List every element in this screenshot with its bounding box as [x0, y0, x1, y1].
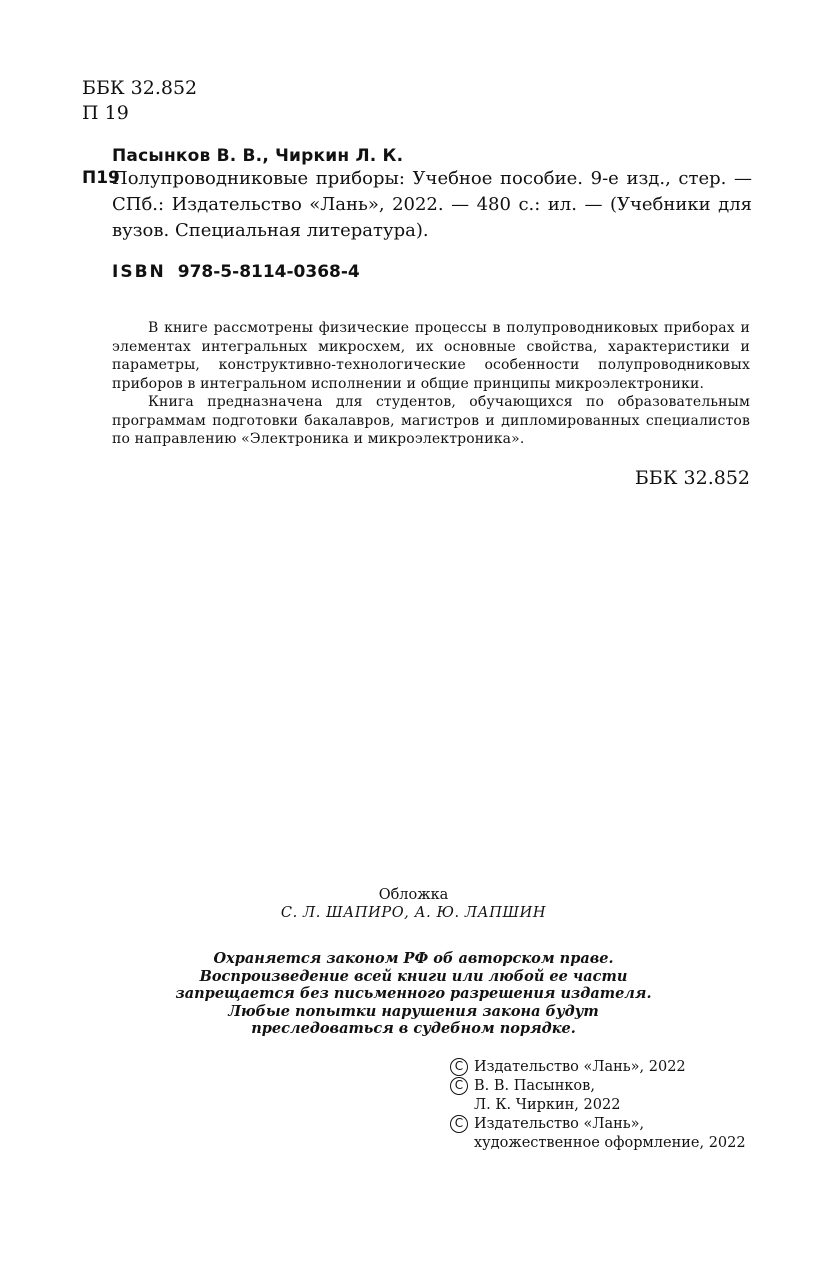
copyright-icon: C [450, 1077, 468, 1095]
copyright-text: В. В. Пасынков, [474, 1078, 595, 1094]
abstract [112, 319, 750, 449]
bbk-code: ББК 32.852 [82, 77, 198, 99]
authors-line: Пасынков В. В., Чиркин Л. К. [112, 146, 404, 166]
abstract-paragraph-1: В книге рассмотрены физические процессы в полупроводниковых приборах и элементах интегральных микросхем, их основные свойства, характеристики и параметры, конструктивно-технологические особенности полупроводниковых приборов в интегральном исполнении и общие принципы микроэлектроники. [112, 320, 750, 392]
isbn-label: ISBN [112, 262, 166, 282]
isbn-value: 978-5-8114-0368-4 [177, 262, 360, 282]
abstract-paragraph-2: Книга предназначена для студентов, обучающихся по образовательным программам подготовки бакалавров, магистров и дипломированных специалистов по направлению «Электроника и микроэлектроника». [112, 394, 750, 447]
copyright-entry [450, 1058, 746, 1077]
author-mark: П 19 [82, 102, 129, 124]
copyright-icon: C [450, 1058, 468, 1076]
legal-line: Любые попытки нарушения закона будут [228, 1002, 599, 1020]
copyright-block [450, 1058, 746, 1153]
copyright-text: Л. К. Чиркин, 2022 [474, 1097, 621, 1113]
description-line-1: Полупроводниковые приборы: Учебное пособие. 9-е изд., стер. — [112, 168, 752, 189]
bbk-code-right: ББК 32.852 [634, 467, 750, 489]
copyright-text: Издательство «Лань», [474, 1116, 645, 1132]
legal-line: преследоваться в судебном порядке. [251, 1020, 576, 1037]
copyright-entry [450, 1077, 746, 1115]
copyright-entry [450, 1115, 746, 1153]
legal-line: Охраняется законом РФ об авторском праве. [213, 950, 614, 967]
cover-credit [0, 886, 827, 922]
copyright-text: Издательство «Лань», 2022 [474, 1059, 686, 1075]
description-line-2: СПб.: Издательство «Лань», 2022. — 480 с.: ил. — (Учебники для вузов. Специальная литература). [112, 194, 752, 241]
bbk-header [82, 76, 197, 126]
copyright-text: художественное оформление, 2022 [474, 1135, 746, 1151]
copyright-notice [0, 950, 827, 1038]
isbn-line [112, 262, 360, 282]
cover-label: Обложка [378, 887, 449, 903]
author-code-mark: П19 [82, 168, 120, 188]
cover-designers: С. Л. ШАПИРО, А. Ю. ЛАПШИН [280, 905, 547, 921]
copyright-icon: C [450, 1115, 468, 1133]
legal-line: Воспроизведение всей книги или любой ее части [199, 967, 628, 985]
bibliographic-description [112, 166, 752, 244]
legal-line: запрещается без письменного разрешения издателя. [175, 985, 652, 1002]
